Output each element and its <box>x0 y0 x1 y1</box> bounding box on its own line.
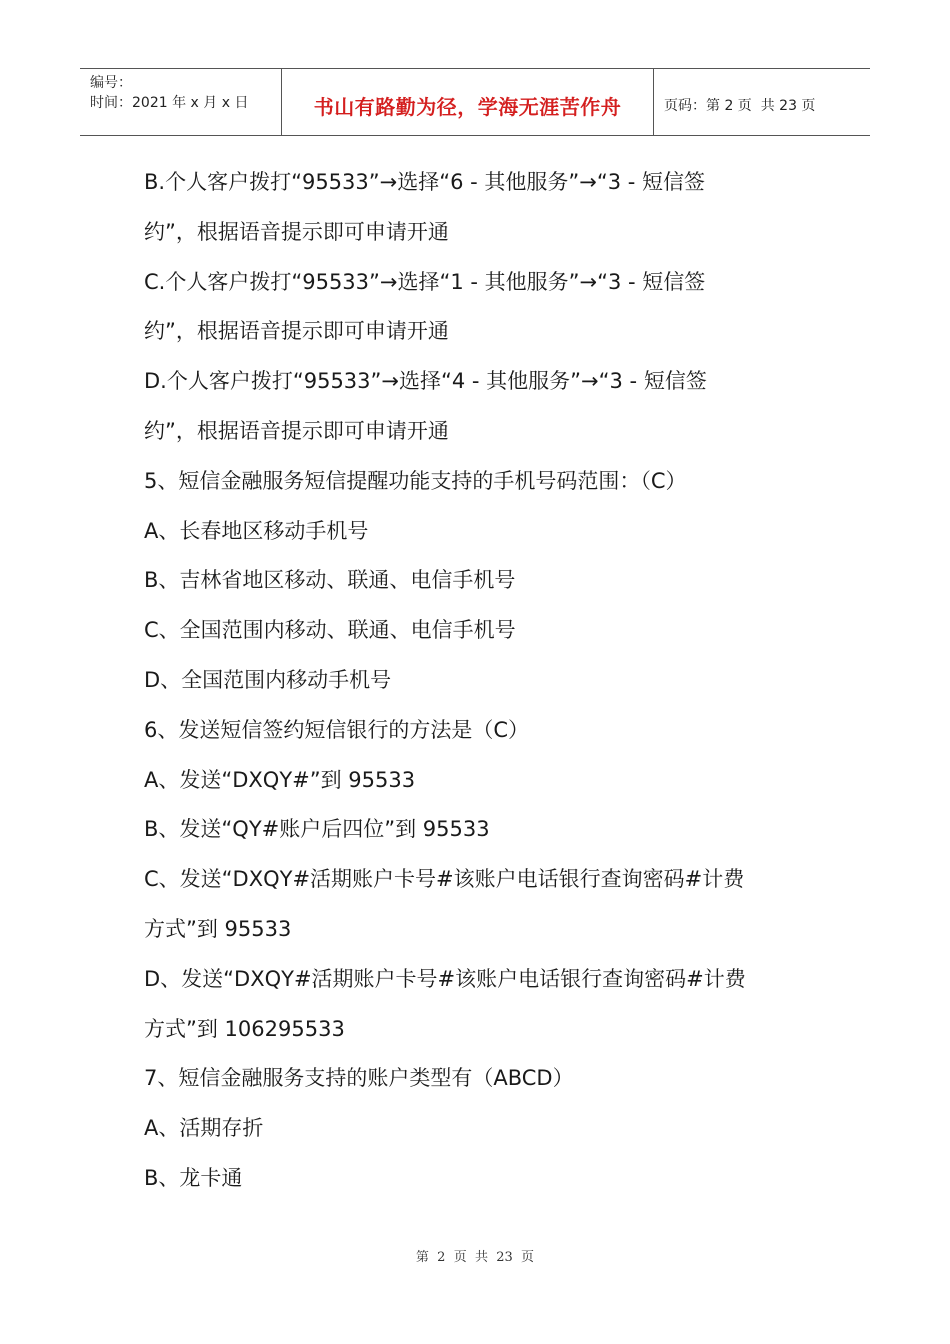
option-line: A、发送“DXQY#”到 95533 <box>144 767 416 792</box>
body-line: 约”，根据语音提示即可申请开通 <box>144 319 449 344</box>
question-5: 5、短信金融服务短信提醒功能支持的手机号码范围：（C） <box>144 468 687 493</box>
question-6: 6、发送短信签约短信银行的方法是（C） <box>144 717 530 742</box>
time-label: 时间：2021 年 x 月 x 日 <box>90 95 249 111</box>
option-line: A、长春地区移动手机号 <box>144 518 369 543</box>
header-meta <box>80 69 282 135</box>
option-line: 方式”到 106295533 <box>144 1016 345 1041</box>
option-line: B、吉林省地区移动、联通、电信手机号 <box>144 568 516 593</box>
option-line: C、全国范围内移动、联通、电信手机号 <box>144 618 516 643</box>
serial-label: 编号： <box>90 75 132 91</box>
header-motto: 书山有路勤为径，学海无涯苦作舟 <box>313 94 622 119</box>
option-line: B、发送“QY#账户后四位”到 95533 <box>144 817 490 842</box>
option-line: C、发送“DXQY#活期账户卡号#该账户电话银行查询密码#计费 <box>144 867 745 892</box>
page-header <box>80 68 870 136</box>
page-footer: 第 2 页 共 23 页 <box>415 1250 535 1265</box>
option-line: A、活期存折 <box>144 1116 264 1141</box>
body-line: B.个人客户拨打“95533”→选择“6 - 其他服务”→“3 - 短信签 <box>144 170 706 194</box>
option-line: D、发送“DXQY#活期账户卡号#该账户电话银行查询密码#计费 <box>144 966 746 991</box>
body-line: 约”，根据语音提示即可申请开通 <box>144 418 449 443</box>
body-line: D.个人客户拨打“95533”→选择“4 - 其他服务”→“3 - 短信签 <box>144 369 707 394</box>
header-motto-cell <box>282 69 654 135</box>
option-line: 方式”到 95533 <box>144 916 292 941</box>
body-line: 约”，根据语音提示即可申请开通 <box>144 219 449 244</box>
option-line: B、龙卡通 <box>144 1165 243 1190</box>
body-line: C.个人客户拨打“95533”→选择“1 - 其他服务”→“3 - 短信签 <box>144 269 706 294</box>
header-page-info: 页码：第 2 页 共 23 页 <box>664 98 816 114</box>
question-7: 7、短信金融服务支持的账户类型有（ABCD） <box>144 1066 574 1091</box>
document-body <box>144 158 824 1204</box>
option-line: D、全国范围内移动手机号 <box>144 667 392 692</box>
